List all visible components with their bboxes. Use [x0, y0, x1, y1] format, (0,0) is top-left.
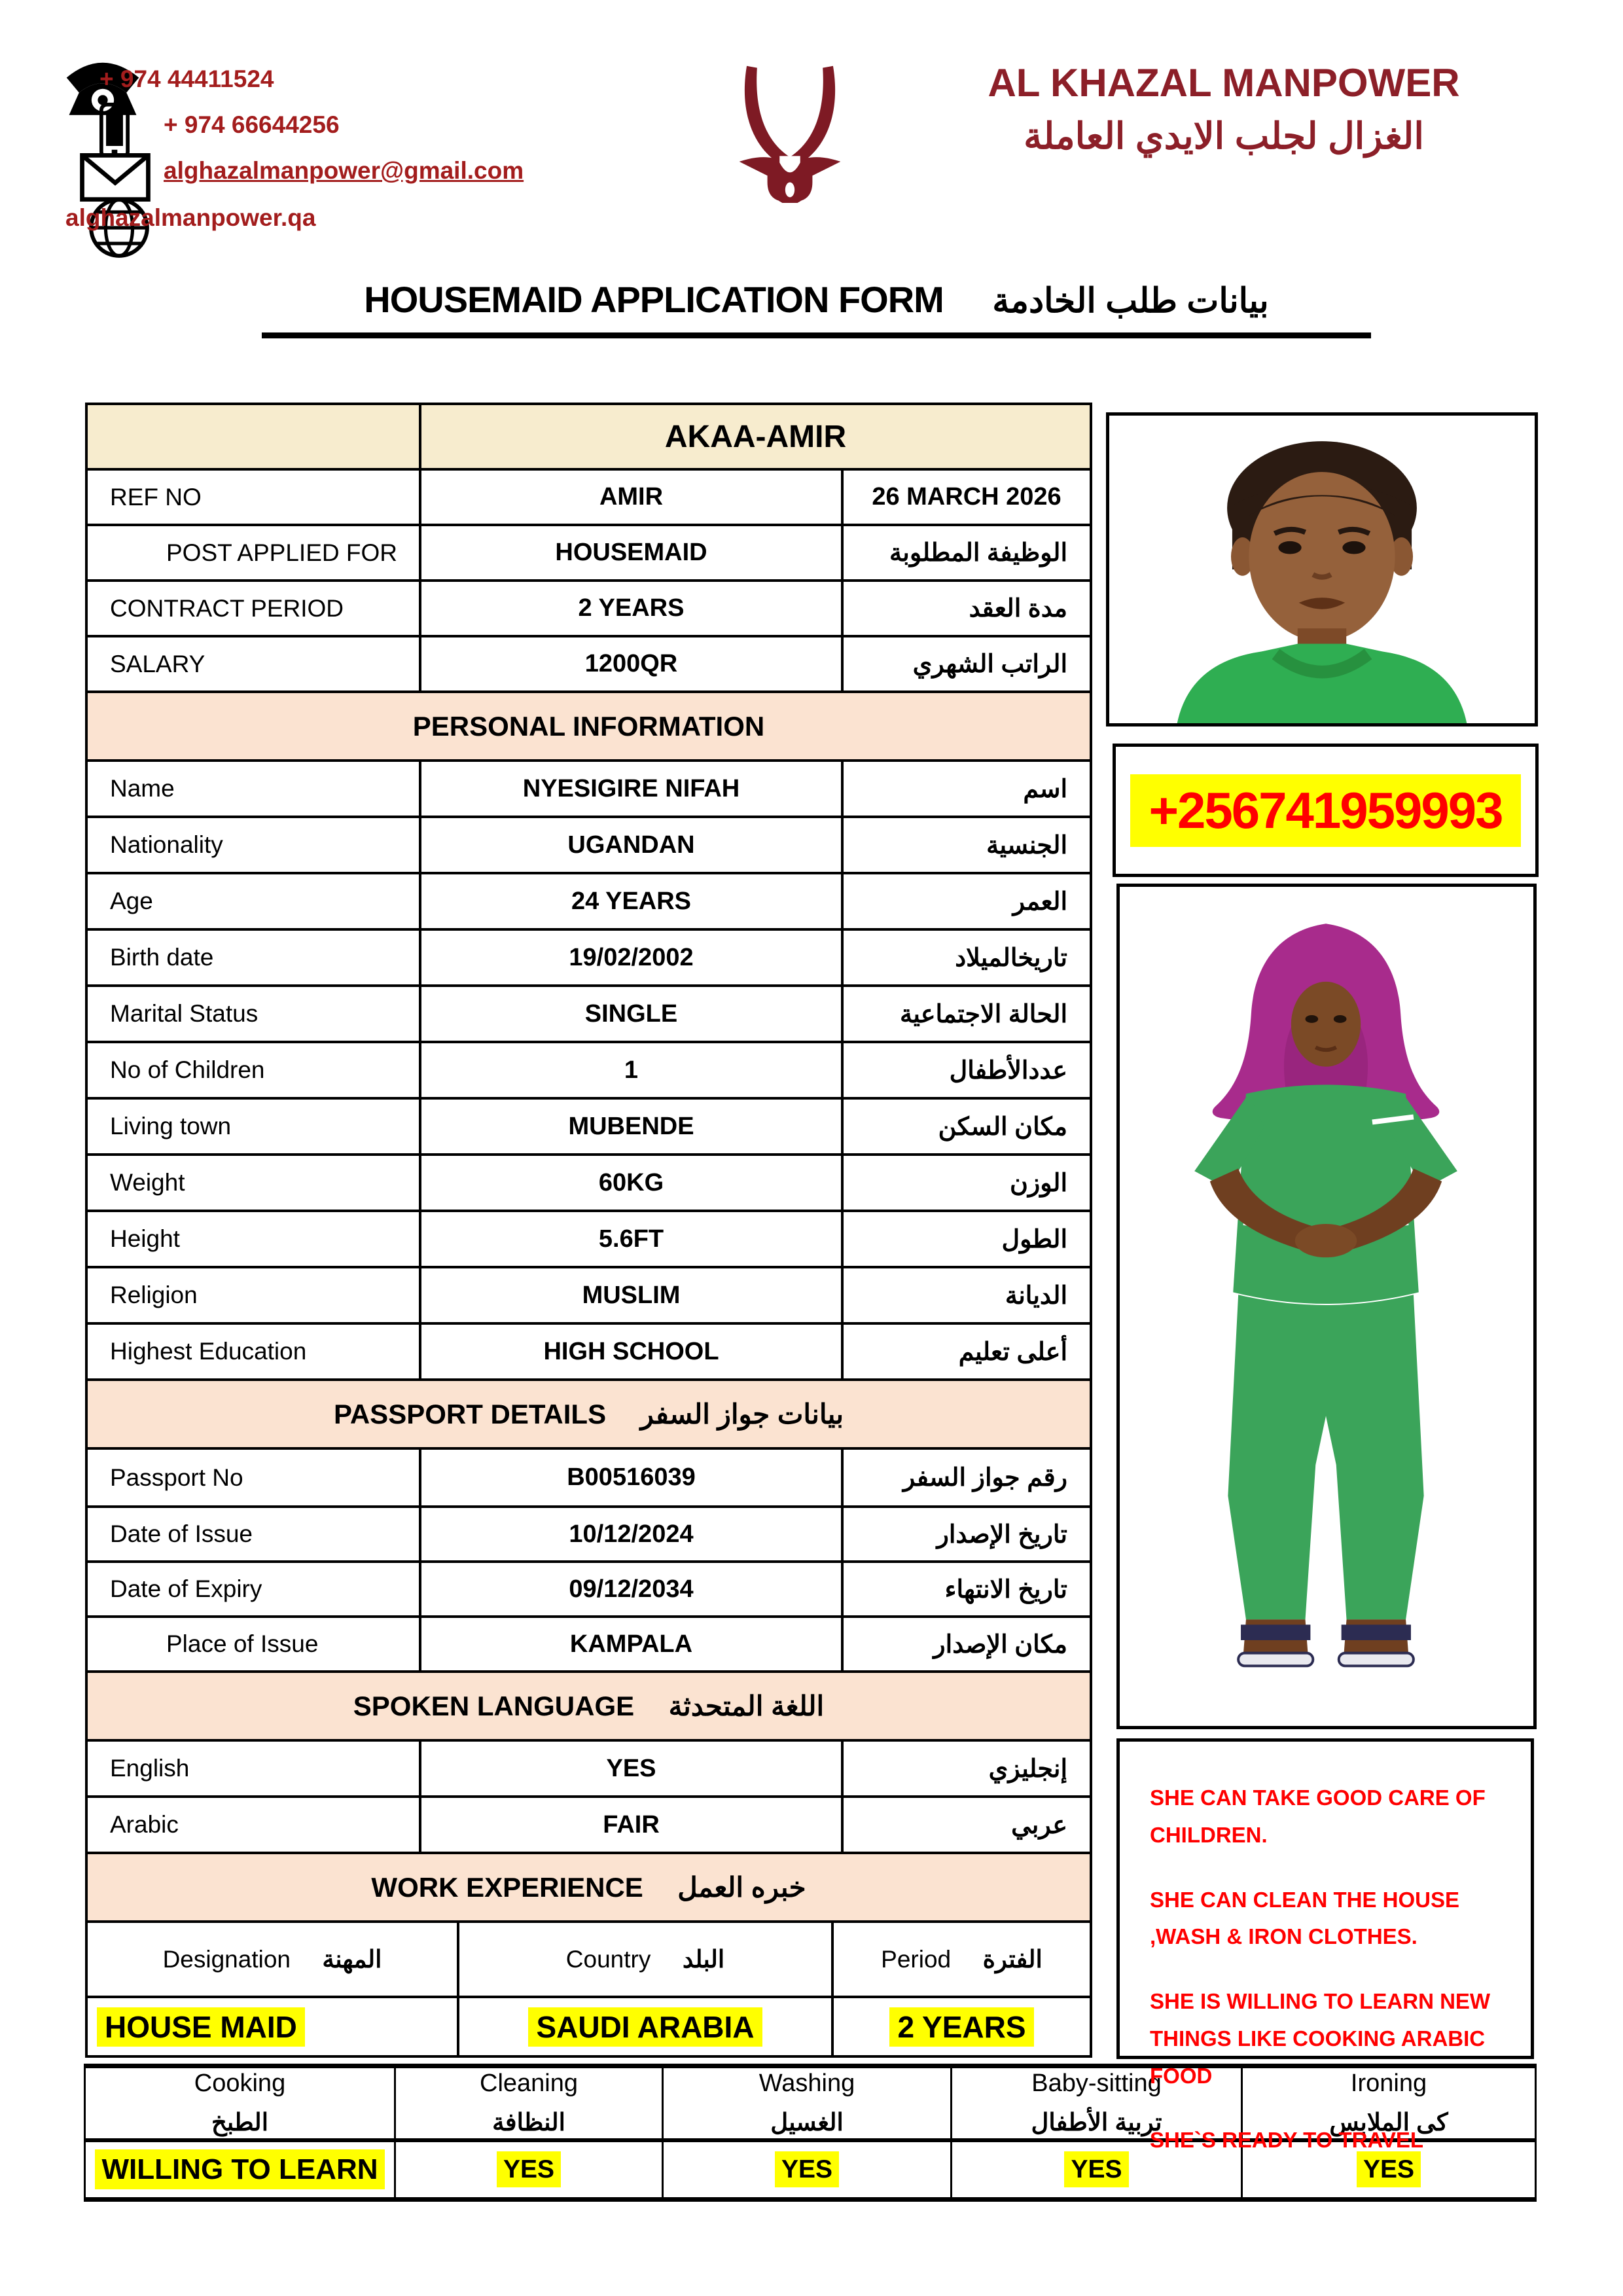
page-title: [262, 278, 1371, 338]
skill-header-arabic: الغسيل: [770, 2109, 844, 2136]
column-header-arabic: المهنة: [322, 1946, 382, 1973]
skill-header: Ironing: [1350, 2070, 1427, 2098]
section-title-arabic: اللغة المتحدثة: [668, 1691, 825, 1721]
page-title-english: HOUSEMAID APPLICATION FORM: [364, 279, 944, 320]
gazelle-logo-icon: [715, 62, 865, 203]
table-row-marital: Marital Status SINGLE الحالة الاجتماعية: [86, 986, 1091, 1042]
table-row-refno: REF NO AMIR 26 MARCH 2026: [86, 469, 1091, 525]
table-row-height: Height 5.6FT الطول: [86, 1211, 1091, 1267]
table-row-birthdate: Birth date 19/02/2002 تاريخالميلاد: [86, 929, 1091, 986]
table-row-age: Age 24 YEARS العمر: [86, 873, 1091, 929]
section-header-passport: [86, 1380, 1091, 1448]
contact-mobile: + 974 66644256: [164, 111, 340, 138]
mobile-phone-icon: [99, 102, 130, 160]
email-icon: [79, 153, 152, 202]
table-row-children: No of Children 1 عددالأطفال: [86, 1042, 1091, 1098]
reference-code-cell: AKAA-AMIR: [420, 404, 1091, 469]
section-title-arabic: خبره العمل: [677, 1872, 806, 1903]
skill-header: Baby-sitting: [1031, 2070, 1162, 2098]
work-entry-row: [86, 1997, 1091, 2056]
table-row-post: POST APPLIED FOR HOUSEMAID الوظيفة المطلوبة: [86, 525, 1091, 581]
table-row-passport-no: Passport No B00516039 رقم جواز السفر: [86, 1448, 1091, 1507]
skill-value: YES: [775, 2151, 839, 2187]
applicant-phone-box: [1113, 744, 1539, 877]
skill-value: YES: [497, 2151, 561, 2187]
work-experience-table: [85, 1920, 1092, 2058]
table-row-weight: Weight 60KG الوزن: [86, 1155, 1091, 1211]
contact-email: alghazalmanpower@gmail.com: [164, 157, 524, 184]
remark-line: SHE`S READY TO TRAVEL: [1150, 2128, 1424, 2153]
period-value: 2 YEARS: [889, 2007, 1033, 2047]
headshot-illustration: [1109, 416, 1535, 723]
skill-value: YES: [1064, 2151, 1128, 2187]
table-row-expiry-date: Date of Expiry 09/12/2034 تاريخ الانتهاء: [86, 1562, 1091, 1617]
remark-line: SHE CAN CLEAN THE HOUSE ,WASH & IRON CLOTHES.: [1150, 1887, 1460, 1949]
fullbody-illustration: [1120, 887, 1533, 1726]
applicant-phone-number: +256741959993: [1130, 774, 1520, 847]
skill-value: YES: [1357, 2151, 1421, 2187]
table-row-contract: CONTRACT PERIOD 2 YEARS مدة العقد: [86, 581, 1091, 636]
remark-line: SHE CAN TAKE GOOD CARE OF CHILDREN.: [1150, 1785, 1486, 1847]
section-title-arabic: بيانات جواز السفر: [640, 1399, 844, 1429]
skill-header-arabic: النظافة: [492, 2109, 565, 2136]
table-row-salary: SALARY 1200QR الراتب الشهري: [86, 636, 1091, 692]
table-row-religion: Religion MUSLIM الديانة: [86, 1267, 1091, 1323]
table-row-issue-date: Date of Issue 10/12/2024 تاريخ الإصدار: [86, 1507, 1091, 1562]
brand-name-arabic: الغزال لجلب الايدي العاملة: [1024, 115, 1424, 156]
section-header-language: [86, 1672, 1091, 1740]
section-header-work-experience: [86, 1853, 1091, 1922]
column-header: Period: [881, 1946, 952, 1973]
skill-header-arabic: الطبخ: [211, 2109, 268, 2136]
table-row-arabic: Arabic FAIR عربي: [86, 1797, 1091, 1853]
applicant-headshot-photo: [1106, 412, 1538, 726]
country-value: SAUDI ARABIA: [528, 2007, 762, 2047]
table-row-issue-place: Place of Issue KAMPALA مكان الإصدار: [86, 1617, 1091, 1672]
brand-name: AL KHAZAL MANPOWER: [988, 61, 1460, 105]
work-columns-header-row: [86, 1922, 1091, 1997]
applicant-fullbody-photo: [1116, 884, 1537, 1729]
table-row-education: Highest Education HIGH SCHOOL أعلى تعليم: [86, 1323, 1091, 1380]
table-row-english: English YES إنجليزي: [86, 1740, 1091, 1797]
column-header-arabic: الفترة: [982, 1946, 1043, 1973]
application-table-main: [85, 403, 1092, 1923]
skill-header-arabic: تربية الأطفال: [1031, 2109, 1162, 2136]
table-row-header-code: [86, 404, 1091, 469]
table-row-nationality: Nationality UGANDAN الجنسية: [86, 817, 1091, 873]
section-title: SPOKEN LANGUAGE: [353, 1691, 635, 1721]
column-header-arabic: البلد: [682, 1946, 725, 1973]
skill-header-arabic: كى الملابس: [1329, 2109, 1448, 2136]
empty-cell: [86, 404, 420, 469]
remark-line: SHE IS WILLING TO LEARN NEW THINGS LIKE COOKING ARABIC FOOD: [1150, 1989, 1491, 2088]
section-title: PASSPORT DETAILS: [333, 1399, 607, 1429]
section-title: PERSONAL INFORMATION: [412, 710, 765, 742]
skill-header: Washing: [758, 2070, 855, 2098]
contact-website: alghazalmanpower.qa: [65, 204, 316, 231]
column-header: Designation: [162, 1946, 291, 1973]
skill-header: Cooking: [194, 2070, 286, 2098]
contact-phone: + 974 44411524: [99, 65, 274, 92]
column-header: Country: [565, 1946, 651, 1973]
skill-value: WILLING TO LEARN: [95, 2149, 384, 2189]
brand-block: [969, 60, 1479, 158]
application-table: [85, 403, 1090, 2058]
table-row-livingtown: Living town MUBENDE مكان السكن: [86, 1098, 1091, 1155]
section-title: WORK EXPERIENCE: [371, 1872, 643, 1903]
table-row-name: Name NYESIGIRE NIFAH اسم: [86, 761, 1091, 817]
page-title-arabic: بيانات طلب الخادمة: [992, 282, 1269, 320]
section-header-personal: [86, 692, 1091, 761]
designation-value: HOUSE MAID: [97, 2007, 305, 2047]
skill-header: Cleaning: [480, 2070, 578, 2098]
